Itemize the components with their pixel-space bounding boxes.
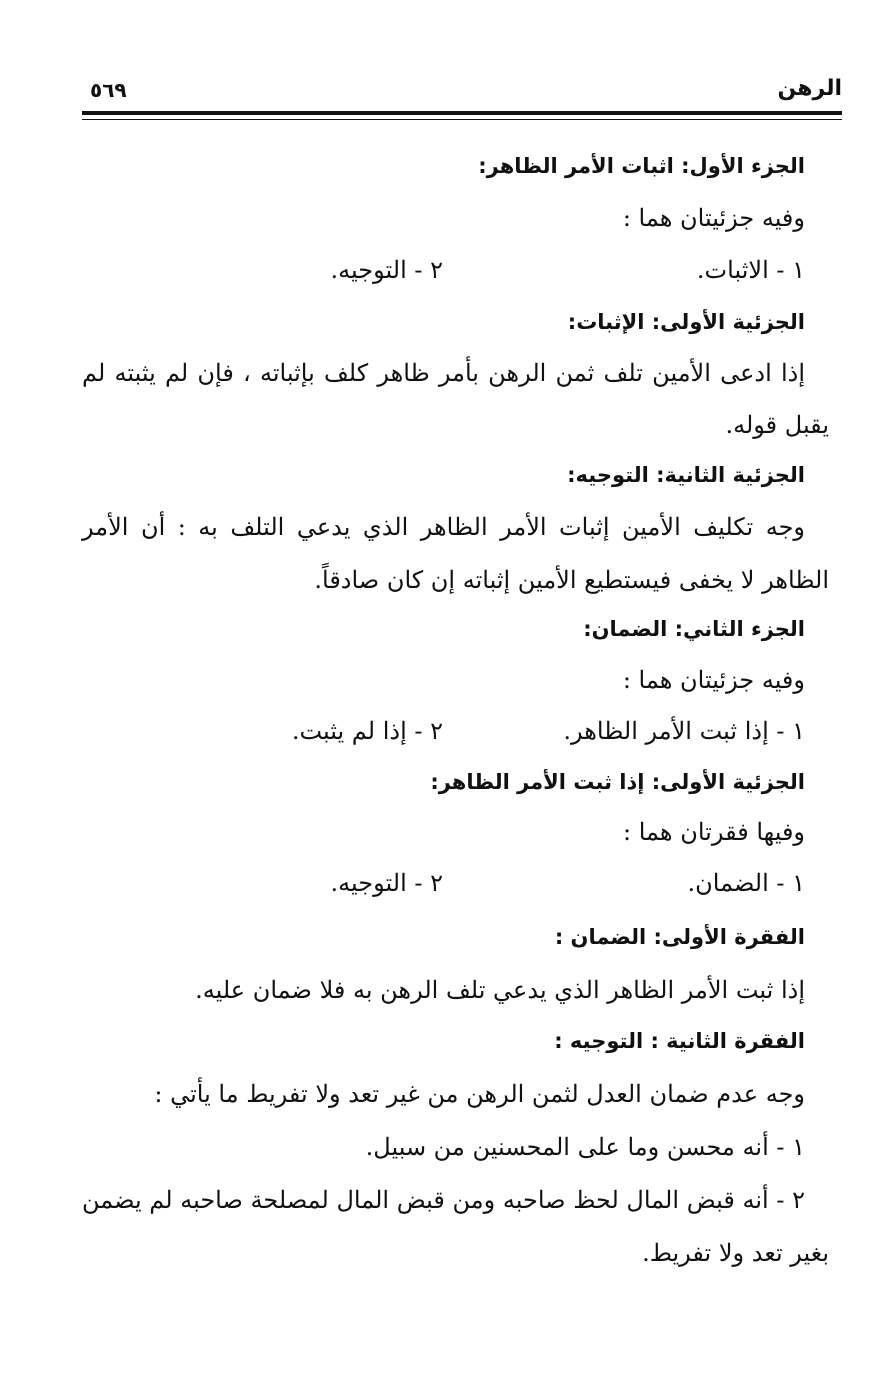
running-title: الرهن bbox=[777, 76, 842, 101]
list-item: ١ - الضمان. bbox=[687, 869, 805, 897]
list-item: ٢ - التوجيه. bbox=[330, 256, 443, 284]
subsection-heading: الجزئية الثانية: التوجيه: bbox=[567, 463, 805, 487]
list-item: ٢ - إذا لم يثبت. bbox=[291, 717, 443, 745]
body-line: وجه تكليف الأمين إثبات الأمر الظاهر الذي يدعي التلف به : أن الأمر bbox=[82, 513, 805, 541]
body-line: يقبل قوله. bbox=[725, 411, 829, 439]
page-number: ٥٦٩ bbox=[90, 78, 127, 102]
list-item: ١ - أنه محسن وما على المحسنين من سبيل. bbox=[365, 1133, 805, 1161]
list-item: ١ - الاثبات. bbox=[696, 256, 805, 284]
section-heading: الجزء الأول: اثبات الأمر الظاهر: bbox=[478, 154, 805, 178]
header-rule-thin bbox=[82, 119, 842, 120]
section-heading: الجزء الثاني: الضمان: bbox=[583, 617, 805, 641]
body-line: الظاهر لا يخفى فيستطيع الأمين إثباته إن كان صادقاً. bbox=[314, 566, 829, 594]
body-line: وفيها فقرتان هما : bbox=[623, 818, 805, 846]
paragraph-heading: الفقرة الثانية : التوجيه : bbox=[554, 1029, 805, 1053]
header-rule-thick bbox=[82, 111, 842, 115]
body-line: وفيه جزئيتان هما : bbox=[622, 204, 805, 232]
body-line: بغير تعد ولا تفريط. bbox=[642, 1239, 829, 1267]
list-item: ١ - إذا ثبت الأمر الظاهر. bbox=[563, 717, 805, 745]
body-line: وفيه جزئيتان هما : bbox=[622, 666, 805, 694]
body-line: وجه عدم ضمان العدل لثمن الرهن من غير تعد ولا تفريط ما يأتي : bbox=[154, 1080, 805, 1108]
body-line: إذا ثبت الأمر الظاهر الذي يدعي تلف الرهن به فلا ضمان عليه. bbox=[195, 976, 805, 1004]
list-item: ٢ - أنه قبض المال لحظ صاحبه ومن قبض المال لمصلحة صاحبه لم يضمن bbox=[82, 1186, 805, 1214]
paragraph-heading: الفقرة الأولى: الضمان : bbox=[554, 925, 805, 949]
subsection-heading: الجزئية الأولى: الإثبات: bbox=[567, 310, 805, 334]
subsection-heading: الجزئية الأولى: إذا ثبت الأمر الظاهر: bbox=[430, 770, 805, 794]
body-line: إذا ادعى الأمين تلف ثمن الرهن بأمر ظاهر كلف بإثباته ، فإن لم يثبته لم bbox=[82, 359, 805, 387]
page-header bbox=[82, 70, 842, 110]
list-item: ٢ - التوجيه. bbox=[330, 869, 443, 897]
